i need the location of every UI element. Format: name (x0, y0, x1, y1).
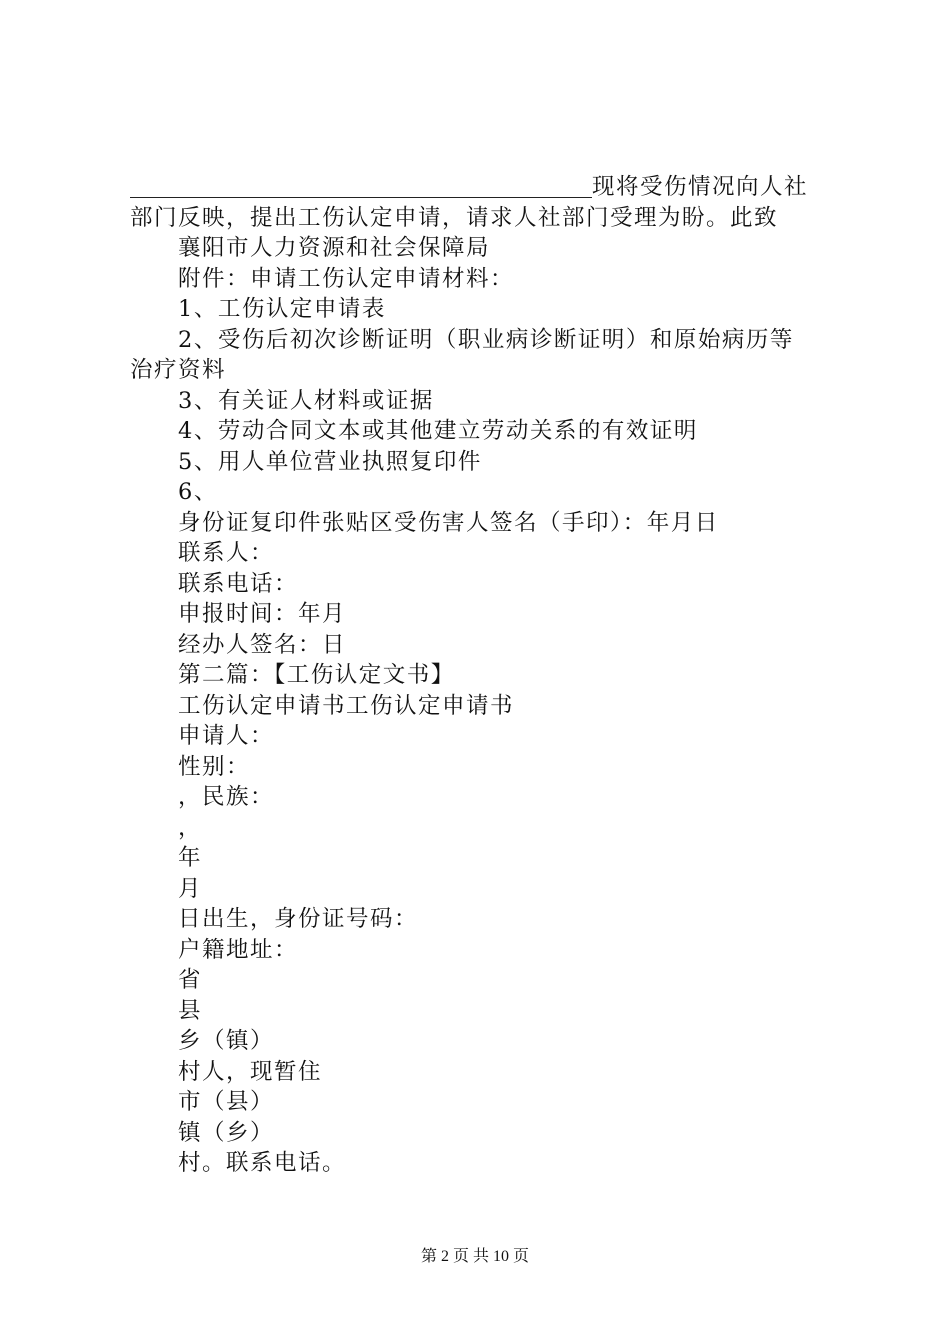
text-line-content: 年 (178, 845, 203, 871)
text-line (130, 203, 830, 234)
text-line (130, 508, 830, 539)
text-line (130, 538, 830, 569)
text-line (130, 233, 830, 264)
text-line-content: 联系电话： (178, 570, 299, 597)
text-line (130, 965, 830, 996)
fill-in-blank (130, 175, 592, 198)
text-line-content: 市（县） (178, 1089, 275, 1115)
text-line-content: 6、 (178, 479, 218, 505)
text-line (130, 1087, 830, 1118)
text-line (130, 416, 830, 447)
text-line-content: 襄阳市人力资源和社会保障局 (178, 235, 491, 261)
page-footer: 第 2 页 共 10 页 (420, 1248, 529, 1265)
text-line-content: 附件：申请工伤认定申请材料： (178, 265, 515, 292)
text-line-content: 性别： (178, 753, 251, 780)
text-line (130, 660, 830, 691)
text-line (130, 386, 830, 417)
text-line-content: 身份证复印件张贴区受伤害人签名（手印）：年月日 (178, 509, 719, 536)
text-line-content: 联系人： (178, 540, 275, 566)
text-line-content: 户籍地址： (178, 936, 299, 963)
text-line (130, 264, 830, 295)
text-line (130, 355, 830, 386)
text-line-content: 4、劳动合同文本或其他建立劳动关系的有效证明 (178, 418, 698, 444)
text-line-content: ， (178, 814, 203, 841)
text-line-content: 3、有关证人材料或证据 (178, 387, 434, 414)
text-line (130, 294, 830, 325)
text-line-content: 经办人签名：日 (178, 631, 347, 658)
text-line-content: 日出生，身份证号码： (178, 906, 419, 932)
text-line-content: ，民族： (178, 784, 275, 810)
text-line-content: 县 (178, 997, 203, 1024)
text-line (130, 874, 830, 905)
text-line (130, 447, 830, 478)
text-line (130, 172, 830, 203)
text-line-content: 申请人： (178, 723, 275, 749)
text-line-content: 部门反映，提出工伤认定申请，请求人社部门受理为盼。此致 (130, 204, 779, 231)
text-line-content: 村人，现暂住 (178, 1058, 323, 1085)
text-line (130, 630, 830, 661)
text-line (130, 599, 830, 630)
text-line-content: 申报时间：年月 (178, 601, 347, 627)
text-line (130, 904, 830, 935)
text-line (130, 1026, 830, 1057)
text-line (130, 935, 830, 966)
text-line (130, 477, 830, 508)
text-line-content: 月 (178, 875, 203, 902)
text-line-content: 省 (178, 967, 203, 993)
text-line-content: 乡（镇） (178, 1028, 275, 1054)
text-line-content: 2、受伤后初次诊断证明（职业病诊断证明）和原始病历等 (178, 326, 794, 353)
text-line (130, 691, 830, 722)
text-line (130, 1118, 830, 1149)
text-line (130, 325, 830, 356)
text-line-content: 5、用人单位营业执照复印件 (178, 448, 482, 475)
text-line (130, 782, 830, 813)
text-line-content: 镇（乡） (178, 1119, 275, 1146)
text-line-content: 治疗资料 (130, 357, 227, 383)
text-line (130, 1148, 830, 1179)
text-line-content: 第二篇：【工伤认定文书】 (178, 662, 455, 688)
text-line (130, 843, 830, 874)
text-line-content: 工伤认定申请书工伤认定申请书 (178, 692, 515, 719)
text-line (130, 569, 830, 600)
text-line (130, 721, 830, 752)
text-line (130, 752, 830, 783)
document-body (130, 172, 830, 1179)
text-line (130, 1057, 830, 1088)
text-line-content: 村。联系电话。 (178, 1150, 347, 1176)
text-line (130, 813, 830, 844)
text-line-content: 现将受伤情况向人社 (592, 174, 809, 200)
text-line-content: 1、工伤认定申请表 (178, 296, 386, 322)
text-line (130, 996, 830, 1027)
